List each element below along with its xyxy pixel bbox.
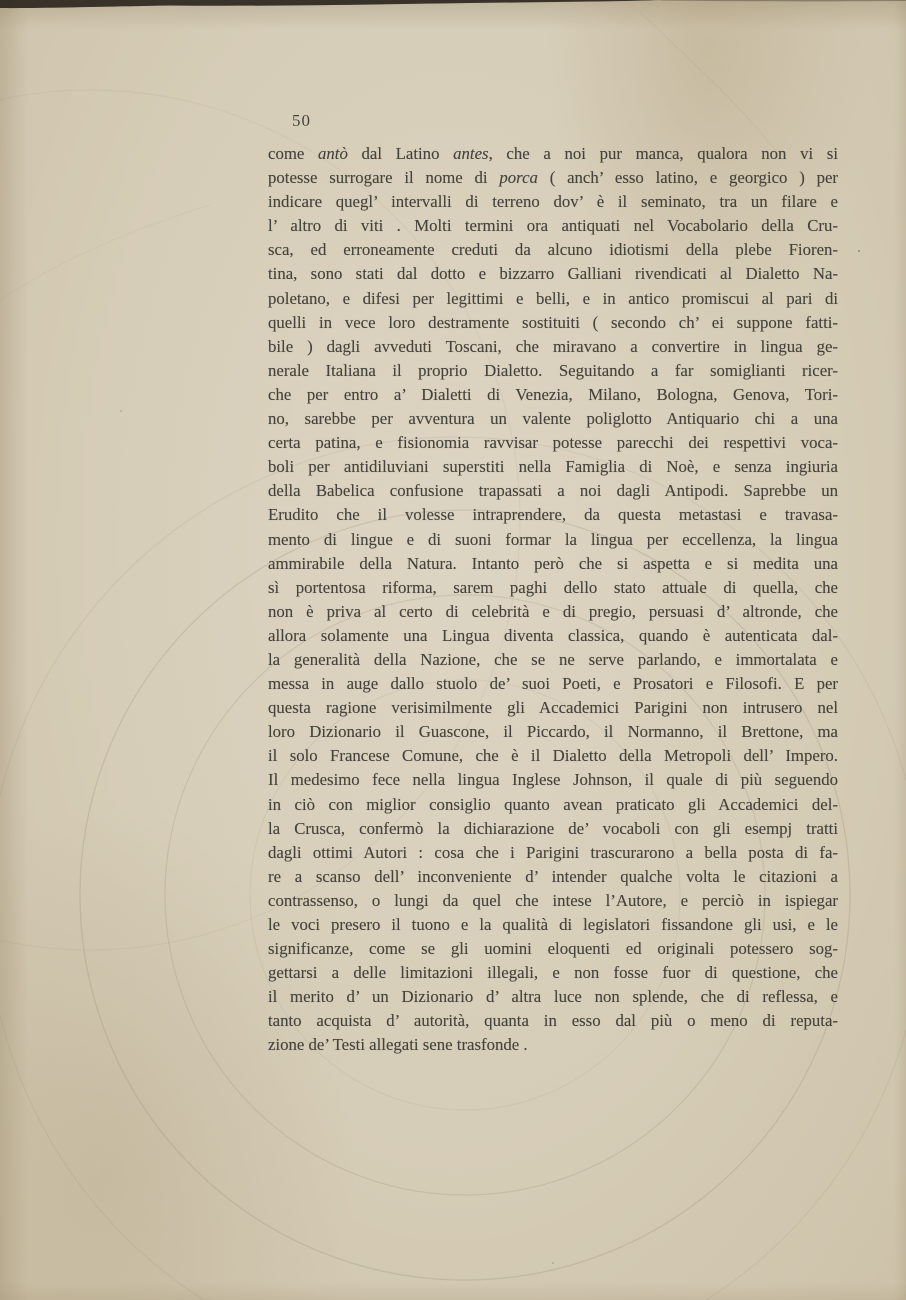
paper-speck xyxy=(552,1262,554,1264)
text-line: come antò dal Latino antes, che a noi pur manca, qualora non vi si xyxy=(268,144,838,163)
text-line: ammirabile della Natura. Intanto però che si aspetta e si medita una xyxy=(268,553,838,573)
text-line: non è priva al certo di celebrità e di pregio, persuasi d’ altronde, che xyxy=(268,601,838,621)
paper-speck xyxy=(120,410,122,412)
text-line: loro Dizionario il Guascone, il Piccardo, il Normanno, il Brettone, ma xyxy=(268,722,838,742)
text-line: tina, sono stati dal dotto e bizzarro Galliani rivendicati al Dialetto Na- xyxy=(268,264,838,284)
text-line: bile ) dagli avveduti Toscani, che miravano a convertire in lingua ge- xyxy=(268,336,838,356)
text-line: nerale Italiana il proprio Dialetto. Seguitando a far somiglianti ricer- xyxy=(268,360,838,380)
body-text xyxy=(268,142,838,1058)
text-line: no, sarebbe per avventura un valente poliglotto Antiquario chi a una xyxy=(268,409,838,429)
text-line: messa in auge dallo stuolo de’ suoi Poeti, e Prosatori e Filosofi. E per xyxy=(268,674,838,694)
text-line: potesse surrogare il nome di porca ( anch’ esso latino, e georgico ) per xyxy=(268,168,838,188)
text-line: certa patina, e fisionomia ravvisar potesse parecchi dei respettivi voca- xyxy=(268,433,838,453)
scan-top-edge xyxy=(0,0,906,12)
text-line: che per entro a’ Dialetti di Venezia, Milano, Bologna, Genova, Tori- xyxy=(268,384,838,404)
page-number: 50 xyxy=(292,111,311,130)
text-line: poletano, e difesi per legittimi e belli, e in antico promiscui al pari di xyxy=(268,288,838,308)
text-line: sì portentosa riforma, sarem paghi dello stato attuale di quella, che xyxy=(268,577,838,597)
text-line: il solo Francese Comune, che è il Dialetto della Metropoli dell’ Impero. xyxy=(268,746,838,766)
text-line: dagli ottimi Autori : cosa che i Parigini trascurarono a bella posta di fa- xyxy=(268,842,838,862)
text-line: re a scanso dell’ inconveniente d’ intender qualche volta le citazioni a xyxy=(268,866,838,886)
text-line: della Babelica confusione trapassati a noi dagli Antipodi. Saprebbe un xyxy=(268,481,838,501)
text-line: in ciò con miglior consiglio quanto avean praticato gli Accademici del- xyxy=(268,794,838,814)
text-line: gettarsi a delle limitazioni illegali, e non fosse fuor di questione, che xyxy=(268,963,838,983)
text-line: questa ragione verisimilmente gli Accademici Parigini non intrusero nel xyxy=(268,698,838,718)
text-line: le voci presero il tuono e la qualità di legislatori fissandone gli usi, e le xyxy=(268,915,838,934)
text-line: zione de’ Testi allegati sene trasfonde . xyxy=(268,1035,528,1055)
text-line: l’ altro di viti . Molti termini ora antiquati nel Vocabolario della Cru- xyxy=(268,216,838,236)
text-line: quelli in vece loro destramente sostituiti ( secondo ch’ ei suppone fatti- xyxy=(268,312,838,332)
text-line: boli per antidiluviani superstiti nella Famiglia di Noè, e senza ingiuria xyxy=(268,457,838,477)
text-line: contrassenso, o lungi da quel che intese l’Autore, e perciò in ispiegar xyxy=(268,890,838,910)
text-line: Erudito che il volesse intraprendere, da questa metastasi e travasa- xyxy=(268,505,838,525)
text-line: la generalità della Nazione, che se ne serve parlando, e immortalata e xyxy=(268,649,838,669)
text-line: allora solamente una Lingua diventa classica, quando è autenticata dal- xyxy=(268,625,838,645)
paper-speck xyxy=(858,250,860,252)
text-line: il merito d’ un Dizionario d’ altra luce non splende, che di reflessa, e xyxy=(268,987,838,1007)
text-line: Il medesimo fece nella lingua Inglese Johnson, il quale di più seguendo xyxy=(268,770,838,790)
text-line: tanto acquista d’ autorità, quanta in esso dal più o meno di reputa- xyxy=(268,1011,838,1031)
text-line: mento di lingue e di suoni formar la lingua per eccellenza, la lingua xyxy=(268,529,838,549)
text-line: la Crusca, confermò la dichiarazione de’ vocaboli con gli esempj tratti xyxy=(268,818,838,838)
text-line: sca, ed erroneamente creduti da alcuno idiotismi della plebe Fioren- xyxy=(268,240,838,260)
text-line: indicare quegl’ intervalli di terreno dov’ è il seminato, tra un filare e xyxy=(268,192,838,212)
text-line: significanze, come se gli uomini eloquenti ed originali potessero sog- xyxy=(268,939,838,959)
